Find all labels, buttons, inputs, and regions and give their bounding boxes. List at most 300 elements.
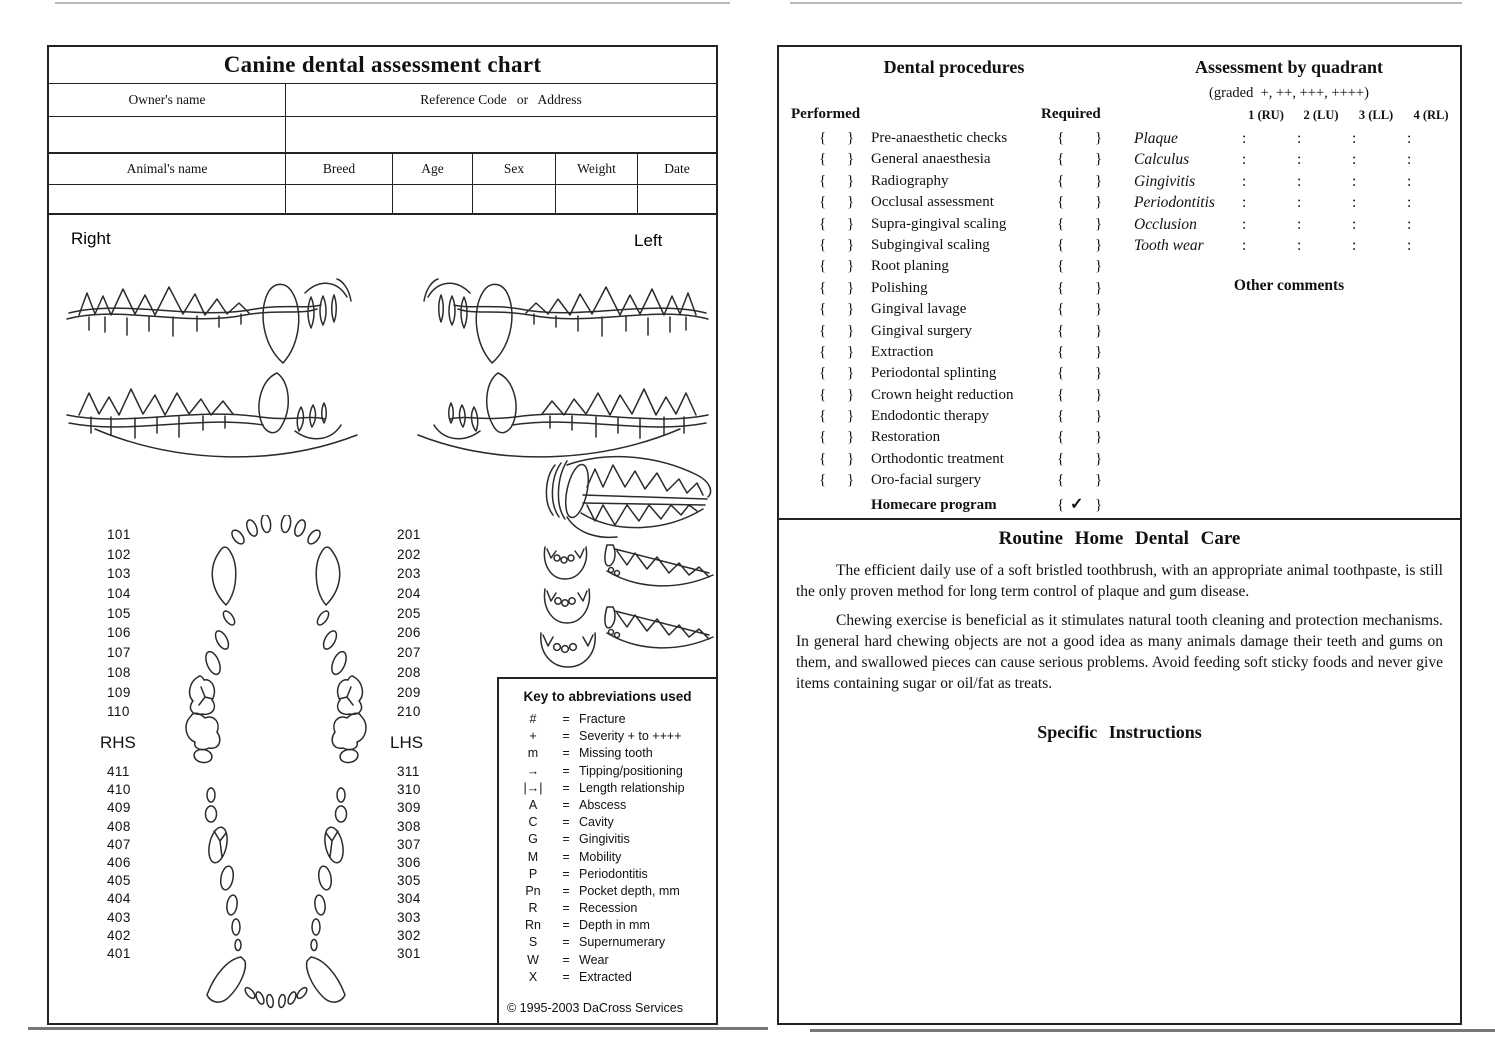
procedure-label: General anaesthesia	[871, 151, 991, 168]
performed-checkbox-close: }	[847, 279, 855, 296]
procedure-row	[779, 470, 1460, 491]
tooth-number: 103	[107, 566, 131, 582]
lower-arch-drawing	[171, 765, 381, 1015]
required-checkbox-close: }	[1095, 365, 1103, 382]
key-equals: =	[562, 797, 570, 812]
right-side-label: Right	[71, 229, 111, 248]
tooth-number: 301	[397, 945, 421, 961]
performed-checkbox-open: {	[819, 472, 827, 489]
performed-checkbox-open: {	[819, 151, 827, 168]
quadrant-3-entry: :	[1352, 194, 1357, 212]
tooth-number: 203	[397, 566, 421, 582]
quadrant-4-entry: :	[1407, 172, 1412, 190]
tooth-number: 305	[397, 873, 421, 889]
quadrant-1-entry: :	[1242, 172, 1247, 190]
assessment-table	[779, 128, 1460, 256]
date-field	[637, 185, 716, 213]
lhs-label: LHS	[390, 733, 424, 752]
teeth-buccal-views-drawing	[60, 257, 715, 472]
key-symbol: W	[527, 952, 539, 967]
performed-checkbox-open: {	[819, 194, 827, 211]
key-meaning: Pocket depth, mm	[579, 883, 680, 898]
required-checkbox-close: }	[1095, 215, 1103, 232]
assessment-row-label: Tooth wear	[1134, 236, 1204, 254]
chart-page	[47, 45, 718, 1025]
key-item	[513, 763, 716, 780]
performed-checkbox-open: {	[819, 322, 827, 339]
grading-scale-note: (graded +, ++, +++, ++++)	[1209, 85, 1369, 101]
other-comments-heading: Other comments	[1233, 277, 1345, 294]
rhs-label: RHS	[100, 733, 136, 752]
key-item	[513, 866, 716, 883]
tooth-number: 407	[107, 836, 131, 852]
procedure-row	[779, 342, 1460, 363]
weight-label: Weight	[555, 154, 637, 184]
key-item	[513, 900, 716, 917]
required-checkbox-open: {	[1057, 301, 1065, 318]
key-meaning: Gingivitis	[579, 832, 630, 847]
key-meaning: Depth in mm	[579, 918, 650, 933]
key-symbol: X	[528, 969, 538, 984]
key-meaning: Severity + to ++++	[579, 729, 682, 744]
tooth-number: 304	[397, 891, 421, 907]
performed-checkbox-close: }	[847, 194, 855, 211]
required-checkbox-open: {	[1057, 472, 1065, 489]
key-list	[499, 711, 716, 986]
assessment-row	[779, 149, 1460, 170]
date-label: Date	[637, 154, 716, 184]
homecare-label: Homecare program	[871, 497, 997, 513]
procedure-label: Polishing	[871, 279, 928, 296]
required-checkbox-close: }	[1095, 236, 1103, 253]
required-column-label: Required	[1041, 106, 1101, 122]
key-symbol: R	[528, 901, 538, 916]
quadrant-4-entry: :	[1407, 215, 1412, 233]
performed-checkbox-open: {	[819, 258, 827, 275]
side-view-drawings	[537, 447, 720, 669]
tooth-number: 409	[107, 800, 131, 816]
tooth-number: 104	[107, 586, 131, 602]
required-checkbox-open: {	[1057, 279, 1065, 296]
sex-field	[472, 185, 555, 213]
performed-column-label: Performed	[791, 106, 861, 122]
performed-checkbox-close: }	[847, 365, 855, 382]
assessment-row	[779, 128, 1460, 149]
performed-checkbox-close: }	[847, 322, 855, 339]
key-equals: =	[562, 780, 570, 795]
procedure-row	[779, 449, 1460, 470]
quadrant-3-header: 3 (LL)	[1358, 108, 1394, 122]
assessment-row-label: Periodontitis	[1134, 194, 1215, 212]
tooth-number: 102	[107, 546, 131, 562]
procedure-label: Occlusal assessment	[871, 194, 994, 211]
owner-header-row	[49, 84, 716, 117]
quadrant-1-header: 1 (RU)	[1248, 108, 1284, 122]
page-title: Canine dental assessment chart	[49, 47, 716, 84]
key-symbol: #	[529, 712, 537, 726]
required-checkbox-close: }	[1095, 194, 1103, 211]
tooth-number: 206	[397, 625, 421, 641]
tooth-number: 402	[107, 927, 131, 943]
quadrant-2-header: 2 (LU)	[1303, 108, 1339, 122]
key-meaning: Fracture	[579, 712, 626, 726]
breed-field	[285, 185, 392, 213]
required-checkbox-open: {	[1057, 343, 1065, 360]
assessment-row-label: Calculus	[1134, 151, 1190, 169]
performed-checkbox-close: }	[847, 130, 855, 146]
key-equals: =	[562, 918, 570, 933]
tooth-number: 410	[107, 782, 131, 798]
required-checkbox-open: {	[1057, 429, 1065, 446]
routine-home-care-title: Routine Home Dental Care	[998, 528, 1241, 549]
key-equals: =	[562, 729, 570, 744]
required-checkbox-close: }	[1095, 151, 1103, 168]
quadrant-1-entry: :	[1242, 236, 1247, 254]
key-meaning: Mobility	[579, 849, 622, 864]
assessment-row-label: Plaque	[1134, 130, 1178, 147]
specific-instructions-title: Specific Instructions	[1037, 722, 1202, 742]
upper-arch-drawing	[176, 515, 376, 765]
key-meaning: Supernumerary	[579, 935, 666, 950]
reference-field	[285, 117, 716, 152]
quadrant-3-entry: :	[1352, 151, 1357, 169]
required-checkbox-close: }	[1095, 408, 1103, 425]
tooth-number: 405	[107, 873, 131, 889]
key-meaning: Periodontitis	[579, 866, 648, 881]
tooth-number: 208	[397, 664, 421, 680]
required-checkbox-open: {	[1057, 151, 1065, 168]
tooth-number: 401	[107, 945, 131, 961]
required-checkbox-open: {	[1057, 130, 1065, 146]
tooth-number: 411	[107, 764, 130, 779]
performed-checkbox-close: }	[847, 215, 855, 232]
performed-checkbox-open: {	[819, 301, 827, 318]
tooth-number: 107	[107, 645, 131, 661]
assessment-row-label: Gingivitis	[1134, 172, 1196, 190]
required-checkbox-open: {	[1057, 322, 1065, 339]
lower-right-tooth-numbers	[107, 763, 131, 963]
key-meaning: Length relationship	[579, 780, 685, 795]
procedure-row	[779, 385, 1460, 406]
key-meaning: Abscess	[579, 797, 627, 812]
key-symbol: S	[528, 935, 538, 950]
procedure-label: Periodontal splinting	[871, 365, 997, 382]
quadrant-4-entry: :	[1407, 194, 1412, 212]
procedure-row	[779, 427, 1460, 448]
procedure-row	[779, 363, 1460, 384]
sex-label: Sex	[472, 154, 555, 184]
key-symbol: m	[527, 746, 539, 761]
scan-edge-line	[810, 1029, 1495, 1032]
key-equals: =	[562, 849, 570, 864]
dental-chart-area	[49, 215, 716, 1023]
performed-checkbox-open: {	[819, 215, 827, 232]
key-item	[513, 831, 716, 848]
key-symbol: |→|	[523, 780, 543, 795]
tooth-number: 307	[397, 836, 421, 852]
required-checkbox-open: {	[1057, 365, 1065, 382]
homecare-program-row	[779, 494, 1460, 516]
scan-edge-line	[790, 2, 1462, 4]
procedures-page	[777, 45, 1462, 1025]
quadrant-1-entry: :	[1242, 215, 1247, 233]
required-checkbox-close: }	[1095, 386, 1103, 403]
scan-edge-line	[28, 1027, 768, 1030]
quadrant-2-entry: :	[1297, 194, 1302, 212]
quadrant-3-entry: :	[1352, 172, 1357, 190]
performed-checkbox-open: {	[819, 450, 827, 467]
performed-checkbox-open: {	[819, 279, 827, 296]
procedure-label: Radiography	[871, 172, 949, 189]
performed-checkbox-open: {	[819, 408, 827, 425]
procedure-label: Restoration	[871, 429, 941, 446]
key-equals: =	[562, 935, 570, 950]
tooth-number: 105	[107, 605, 131, 621]
assessment-row	[779, 235, 1460, 256]
performed-checkbox-open: {	[819, 172, 827, 189]
tooth-number: 408	[107, 818, 131, 834]
tooth-number: 308	[397, 818, 421, 834]
abbreviation-key-box	[497, 677, 716, 1023]
breed-label: Breed	[285, 154, 392, 184]
performed-checkbox-close: }	[847, 343, 855, 360]
quadrant-1-entry: :	[1242, 151, 1247, 169]
key-meaning: Cavity	[579, 815, 614, 830]
required-checkbox-close: }	[1095, 172, 1103, 189]
lower-left-tooth-numbers	[397, 763, 421, 963]
procedure-label: Supra-gingival scaling	[871, 215, 1007, 232]
required-checkbox-close: }	[1095, 279, 1103, 296]
key-meaning: Wear	[579, 952, 609, 967]
procedure-label: Root planing	[871, 258, 949, 275]
key-item	[513, 797, 716, 814]
key-item	[513, 780, 716, 797]
key-item	[513, 711, 716, 728]
performed-checkbox-close: }	[847, 236, 855, 253]
performed-checkbox-close: }	[847, 429, 855, 446]
reference-label: Reference Code or Address	[285, 84, 716, 116]
procedure-label: Orthodontic treatment	[871, 450, 1004, 467]
required-checkbox-open: {	[1057, 408, 1065, 425]
required-checkbox-open: {	[1057, 236, 1065, 253]
required-checkbox-close: }	[1095, 472, 1103, 489]
performed-checkbox-close: }	[847, 172, 855, 189]
quadrant-2-entry: :	[1297, 151, 1302, 169]
assessment-title: Assessment by quadrant	[1194, 57, 1384, 77]
tooth-number: 108	[107, 664, 131, 680]
quadrant-2-entry: :	[1297, 130, 1302, 147]
assessment-row	[779, 214, 1460, 235]
owner-name-label: Owner's name	[128, 92, 206, 107]
upper-left-tooth-numbers	[397, 525, 421, 722]
tooth-number: 406	[107, 854, 131, 870]
section-divider	[779, 518, 1460, 520]
quadrant-3-entry: :	[1352, 236, 1357, 254]
tooth-number: 210	[397, 704, 421, 720]
required-checkbox-close: }	[1095, 429, 1103, 446]
key-equals: =	[562, 763, 570, 778]
assessment-row	[779, 171, 1460, 192]
key-item	[513, 969, 716, 986]
key-meaning: Tipping/positioning	[579, 763, 683, 778]
required-checkbox-open: {	[1057, 172, 1065, 189]
assessment-row	[779, 192, 1460, 213]
required-checkbox-open: {	[1057, 194, 1065, 211]
home-care-paragraph-1: The efficient daily use of a soft bristled toothbrush, with an appropriate animal toothpaste, is still the only proven method for long term control of plaque and gum disease.	[796, 562, 1443, 600]
key-item	[513, 728, 716, 745]
age-label: Age	[392, 154, 472, 184]
homecare-checkbox-open: {	[1057, 497, 1065, 513]
owner-name-field	[49, 117, 285, 152]
animal-entry-row	[49, 185, 716, 215]
tooth-number: 101	[107, 527, 131, 542]
performed-checkbox-open: {	[819, 236, 827, 253]
tooth-number: 403	[107, 909, 131, 925]
performed-checkbox-open: {	[819, 130, 827, 146]
checkmark-icon: ✓	[1070, 496, 1084, 513]
procedure-row	[779, 299, 1460, 320]
owner-entry-row	[49, 117, 716, 154]
required-checkbox-open: {	[1057, 215, 1065, 232]
animal-header-row	[49, 154, 716, 185]
quadrant-3-entry: :	[1352, 130, 1357, 147]
tooth-number: 309	[397, 800, 421, 816]
procedure-label: Subgingival scaling	[871, 236, 990, 253]
key-item	[513, 745, 716, 762]
performed-checkbox-close: }	[847, 301, 855, 318]
weight-field	[555, 185, 637, 213]
key-equals: =	[562, 815, 570, 830]
performed-checkbox-close: }	[847, 472, 855, 489]
age-field	[392, 185, 472, 213]
key-symbol: G	[528, 832, 538, 847]
key-title: Key to abbreviations used	[523, 689, 692, 704]
key-equals: =	[562, 866, 570, 881]
performed-checkbox-close: }	[847, 408, 855, 425]
key-item	[513, 917, 716, 934]
key-equals: =	[562, 883, 570, 898]
procedure-label: Crown height reduction	[871, 386, 1014, 403]
required-checkbox-close: }	[1095, 130, 1103, 146]
procedure-label: Gingival lavage	[871, 301, 967, 318]
key-symbol: Pn	[525, 883, 541, 898]
assessment-row-label: Occlusion	[1134, 215, 1197, 233]
quadrant-4-header: 4 (RL)	[1413, 108, 1449, 122]
key-equals: =	[562, 901, 570, 916]
procedure-label: Extraction	[871, 343, 934, 360]
key-symbol: Rn	[525, 918, 541, 933]
tooth-number: 207	[397, 645, 421, 661]
key-meaning: Extracted	[579, 969, 632, 984]
dental-procedures-title: Dental procedures	[883, 57, 1025, 77]
tooth-number: 109	[107, 684, 131, 700]
tooth-number: 205	[397, 605, 421, 621]
performed-checkbox-close: }	[847, 151, 855, 168]
quadrant-4-entry: :	[1407, 130, 1412, 147]
key-item	[513, 934, 716, 951]
key-equals: =	[562, 832, 570, 847]
quadrant-1-entry: :	[1242, 130, 1247, 147]
required-checkbox-close: }	[1095, 301, 1103, 318]
quadrant-4-entry: :	[1407, 236, 1412, 254]
tooth-number: 106	[107, 625, 131, 641]
required-checkbox-close: }	[1095, 322, 1103, 339]
quadrant-2-entry: :	[1297, 215, 1302, 233]
quadrant-4-entry: :	[1407, 151, 1412, 169]
key-equals: =	[562, 969, 570, 984]
tooth-number: 110	[107, 704, 130, 720]
key-symbol: →	[526, 763, 540, 778]
tooth-number: 202	[397, 546, 421, 562]
key-equals: =	[562, 952, 570, 967]
quadrant-2-entry: :	[1297, 172, 1302, 190]
procedure-label: Endodontic therapy	[871, 408, 989, 425]
key-symbol: M	[527, 849, 539, 864]
performed-checkbox-open: {	[819, 365, 827, 382]
performed-checkbox-close: }	[847, 258, 855, 275]
quadrant-2-entry: :	[1297, 236, 1302, 254]
home-care-paragraph-2: Chewing exercise is beneficial as it stimulates natural tooth cleaning and protection mechanisms. In general hard chewing objects are not a good idea as many animals damage their teeth and gums on them, and swallowed pieces can cause serious problems. Avoid feeding soft sticky foods and never give items containing sugar or oil/fat as treats.	[796, 612, 1443, 692]
quadrant-3-entry: :	[1352, 215, 1357, 233]
procedure-label: Pre-anaesthetic checks	[871, 130, 1008, 146]
procedure-row	[779, 321, 1460, 342]
homecare-checkbox-close: }	[1095, 497, 1103, 513]
key-item	[513, 814, 716, 831]
key-meaning: Missing tooth	[579, 746, 653, 761]
tooth-number: 404	[107, 891, 131, 907]
tooth-number: 209	[397, 684, 421, 700]
tooth-number: 302	[397, 927, 421, 943]
key-item	[513, 952, 716, 969]
copyright-notice: © 1995-2003 DaCross Services	[507, 1001, 683, 1015]
required-checkbox-close: }	[1095, 258, 1103, 275]
key-equals: =	[562, 712, 570, 726]
tooth-number: 311	[397, 764, 420, 779]
tooth-number: 303	[397, 909, 421, 925]
performed-checkbox-close: }	[847, 386, 855, 403]
required-checkbox-open: {	[1057, 386, 1065, 403]
animal-name-label: Animal's name	[126, 161, 208, 176]
key-symbol: +	[529, 729, 537, 744]
tooth-number: 204	[397, 586, 421, 602]
procedure-row	[779, 256, 1460, 277]
performed-checkbox-open: {	[819, 386, 827, 403]
key-symbol: P	[528, 866, 538, 881]
scan-edge-line	[55, 2, 730, 4]
tooth-number: 310	[397, 782, 421, 798]
quadrant-1-entry: :	[1242, 194, 1247, 212]
tooth-number: 306	[397, 854, 421, 870]
key-symbol: A	[528, 797, 538, 812]
performed-checkbox-open: {	[819, 429, 827, 446]
key-equals: =	[562, 746, 570, 761]
animal-name-field	[49, 185, 285, 213]
upper-right-tooth-numbers	[107, 525, 131, 722]
required-checkbox-open: {	[1057, 258, 1065, 275]
procedure-label: Gingival surgery	[871, 322, 972, 339]
required-checkbox-open: {	[1057, 450, 1065, 467]
procedure-label: Oro-facial surgery	[871, 472, 982, 489]
required-checkbox-close: }	[1095, 450, 1103, 467]
tooth-number: 201	[397, 527, 421, 542]
left-side-label: Left	[634, 231, 663, 250]
key-meaning: Recession	[579, 901, 638, 916]
key-symbol: C	[528, 815, 538, 830]
key-item	[513, 883, 716, 900]
key-item	[513, 849, 716, 866]
performed-checkbox-open: {	[819, 343, 827, 360]
procedure-row	[779, 406, 1460, 427]
